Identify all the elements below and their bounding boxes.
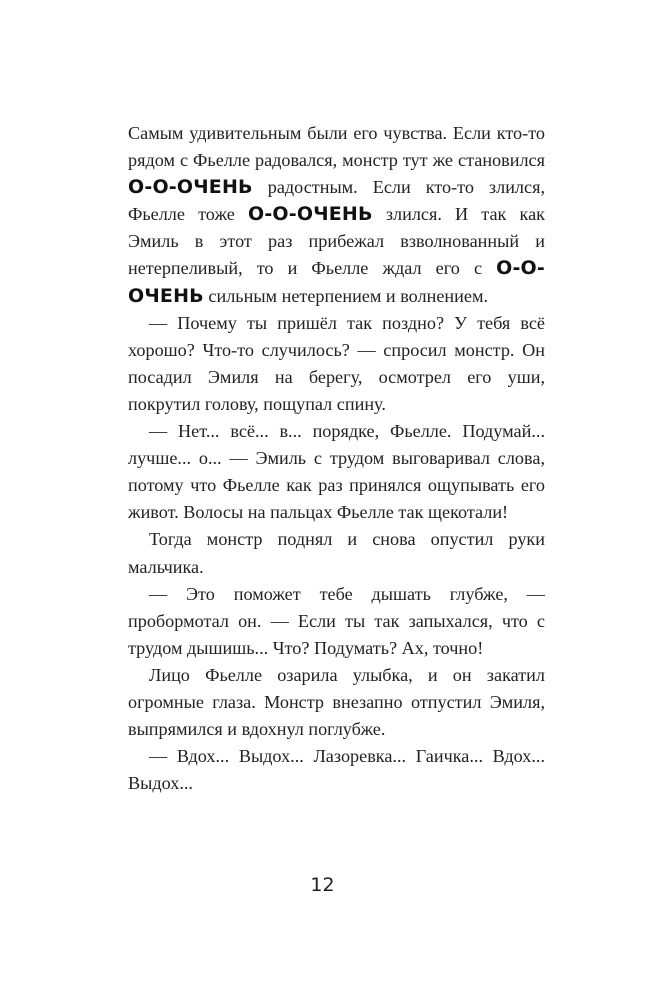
paragraph-1-part-a: Самым удивительным были его чувства. Если кто-то рядом с Фьелле радовался, монстр тут же становился [128,123,545,171]
emphasis-very-3: О-О-ОЧЕНЬ [128,257,545,307]
paragraph-7: — Вдох... Выдох... Лазоревка... Гаичка... Вдох... Выдох... [128,746,545,794]
paragraph-1-part-d: сильным нетерпением и волнением. [203,285,489,306]
paragraph-6: Лицо Фьелле озарила улыбка, и он закатил огромные глаза. Монстр внезапно отпустил Эмиля, выпрямился и вдохнул поглубже. [128,664,545,740]
paragraph-1-part-c: злился. И так как Эмиль в этот раз прибежал взволнованный и нетерпеливый, то и Фьелле ждал его с [128,204,545,279]
paragraph-4: Тогда монстр поднял и снова опустил руки мальчика. [128,529,545,577]
paragraph-3: — Нет... всё... в... порядке, Фьелле. Подумай... лучше... о... — Эмиль с трудом выговаривал слова, потому что Фьелле как раз принялся ощупывать его живот. Волосы на пальцах Фьелле так щекотали! [128,421,545,523]
page-number: 12 [310,874,335,896]
paragraph-5: — Это поможет тебе дышать глубже, — пробормотал он. — Если ты так запыхался, что с трудом дышишь... Что? Подумать? Ах, точно! [128,583,545,658]
emphasis-very-1: О-О-ОЧЕНЬ [128,176,253,199]
paragraph-2: — Почему ты пришёл так поздно? У тебя всё хорошо? Что-то случилось? — спросил монстр. Он посадил Эмиля на берегу, осмотрел его уши, покрутил голову, пощупал спину. [128,312,545,414]
emphasis-very-2: О-О-ОЧЕНЬ [247,203,373,226]
paragraph-1 [128,120,545,310]
paragraph-1-part-b: радостным. Если кто-то злился, Фьелле тоже [128,177,545,225]
body-text [128,120,545,797]
